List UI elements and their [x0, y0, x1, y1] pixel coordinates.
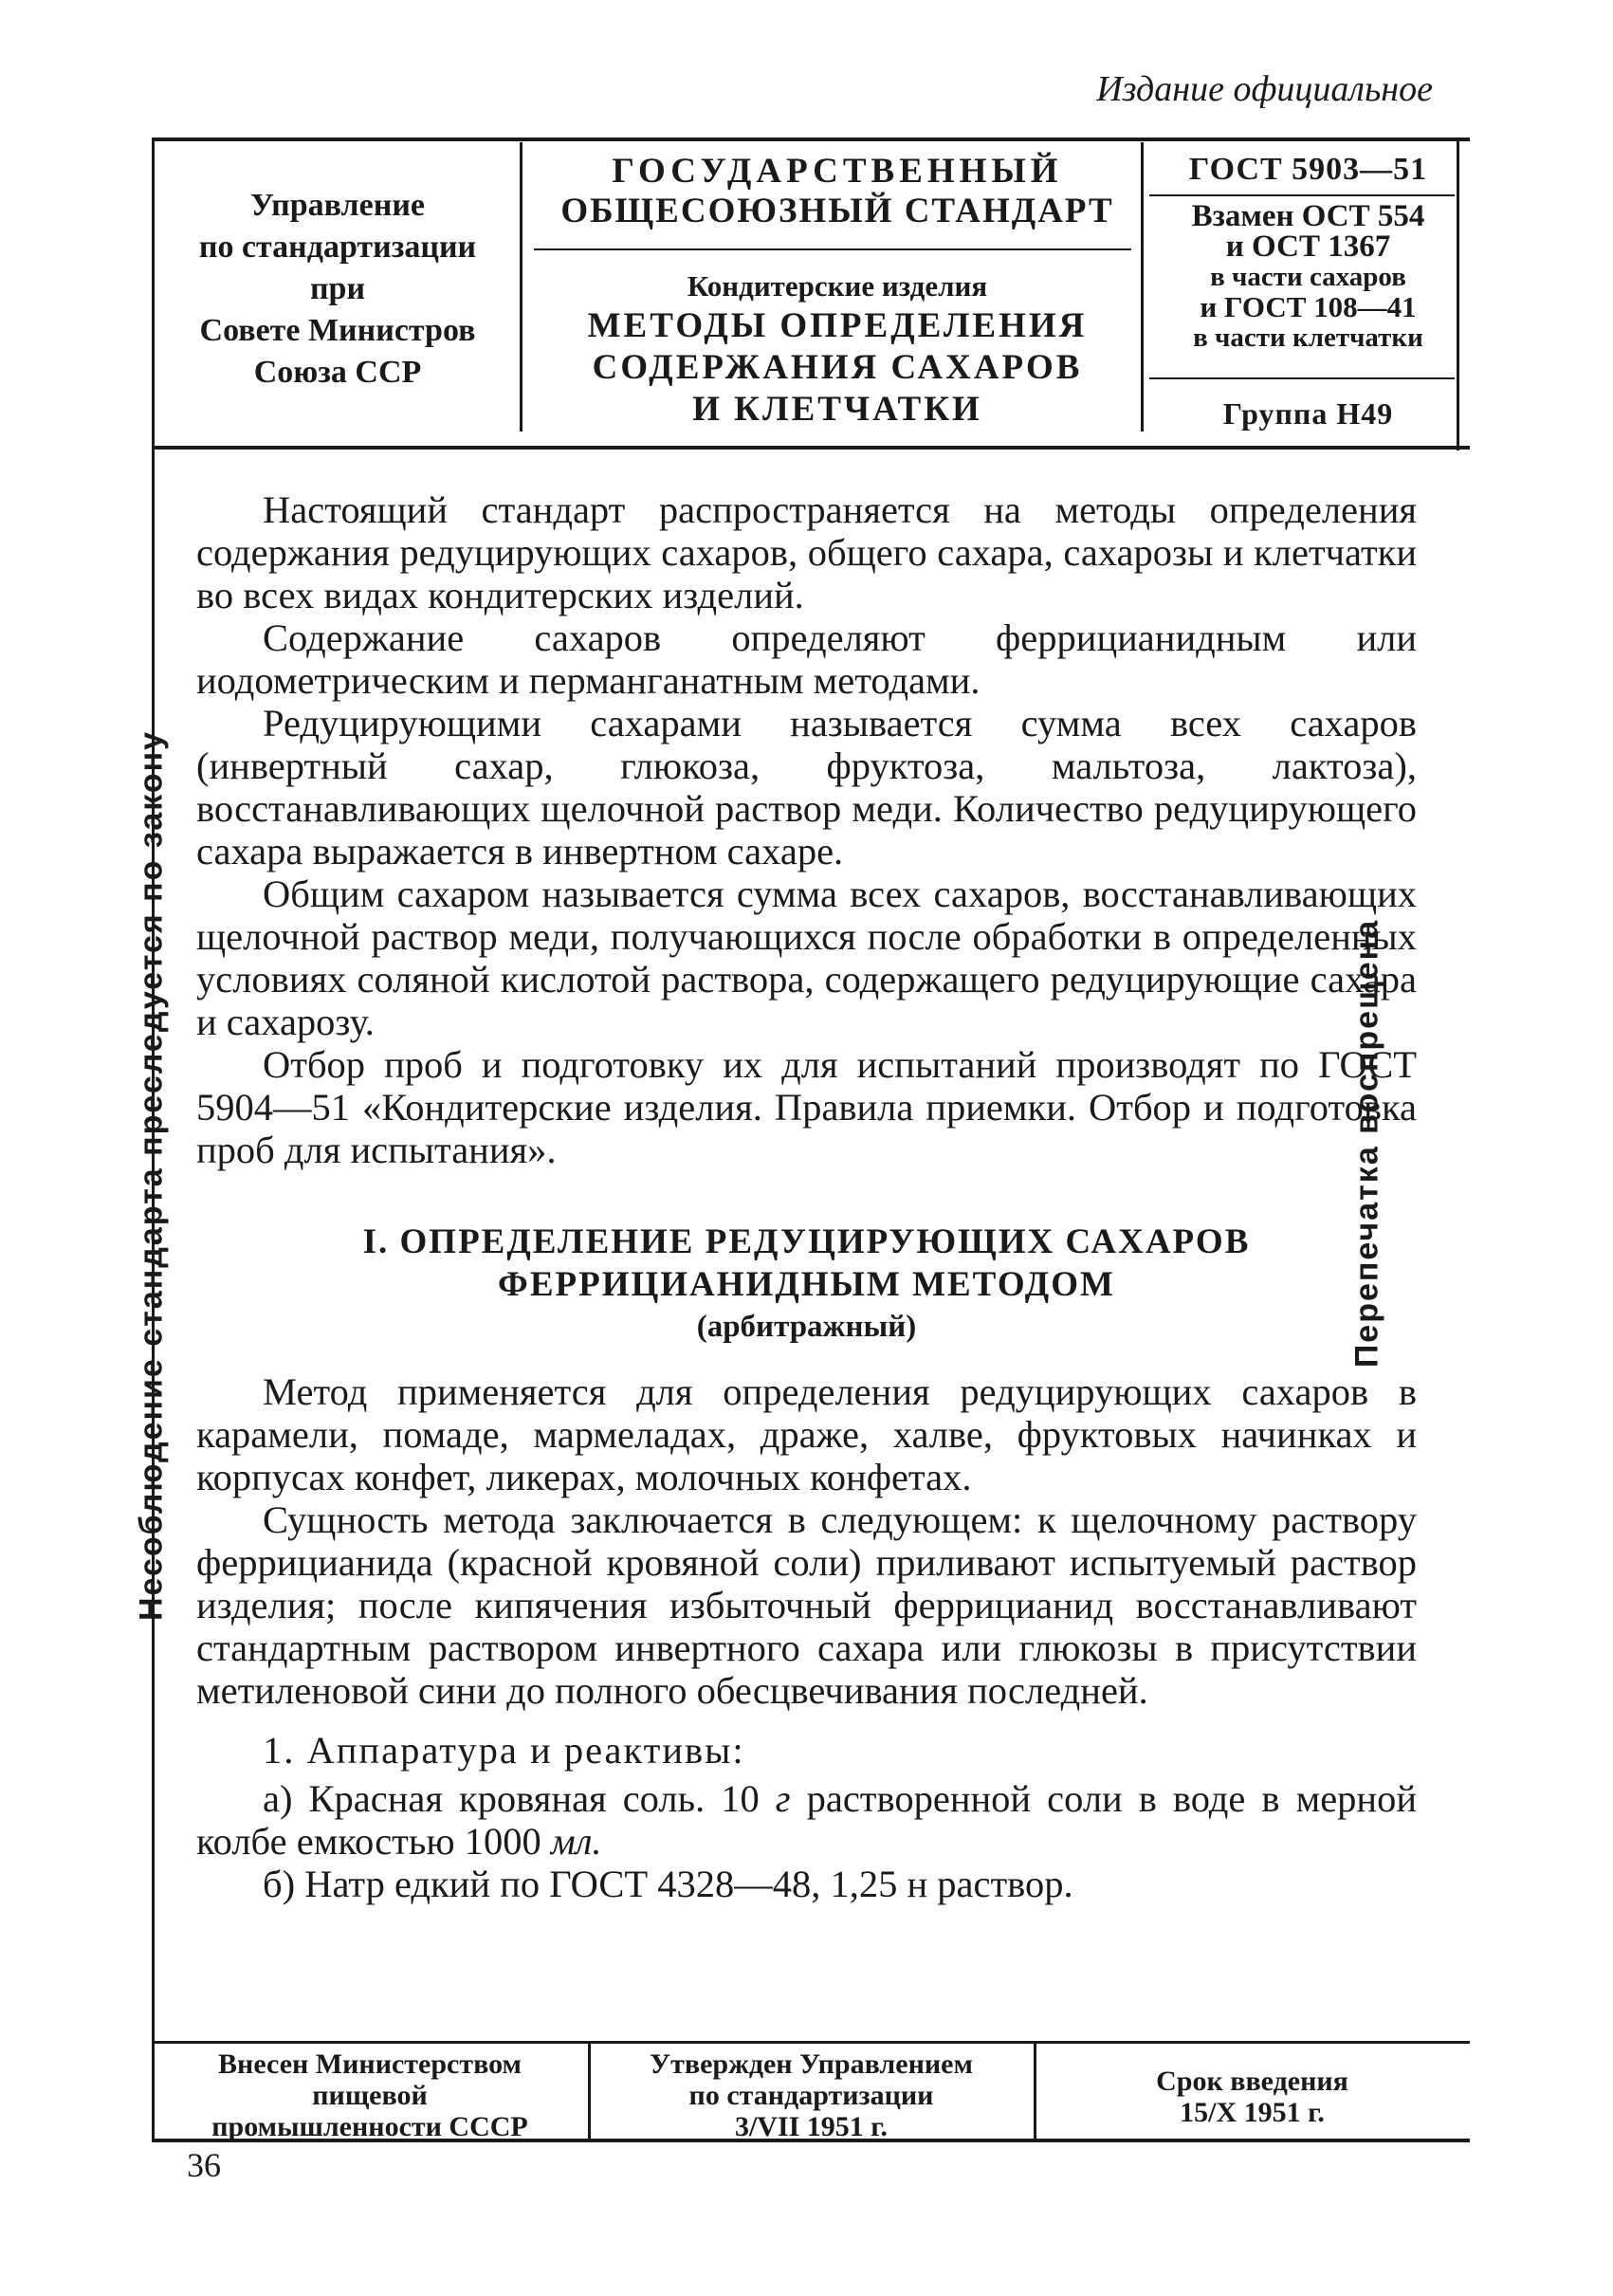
gost-number: ГОСТ 5903—51 — [1188, 152, 1428, 187]
replaces-line: в части сахаров — [1210, 262, 1406, 292]
paragraph: Отбор проб и подготовку их для испытаний производят по ГОСТ 5904—51 «Кондитерские изделия. Правила приемки. Отбор и подготовка проб для испытания». — [196, 1043, 1417, 1171]
paragraph: Настоящий стандарт распространяется на методы определения содержания редуцирующих сахаров, общего сахара, сахарозы и клетчатки во всех видах кондитерских изделий. — [196, 488, 1417, 616]
footer-divider-2 — [1034, 2044, 1036, 2139]
replaces-line: Взамен ОСТ 554 — [1191, 199, 1425, 233]
list-item-text: а) Красная кровяная соль. 10 — [263, 1777, 760, 1820]
list-item: б) Натр едкий по ГОСТ 4328—48, 1,25 н раствор. — [263, 1863, 1073, 1905]
standard-title-line: СОДЕРЖАНИЯ САХАРОВ — [592, 348, 1083, 387]
footer-line: Внесен Министерством — [218, 2048, 522, 2080]
header-bottom-rule — [152, 446, 1470, 450]
replaces-line: и ОСТ 1367 — [1225, 230, 1391, 264]
approved-by — [596, 2048, 1027, 2142]
section-heading — [196, 1221, 1417, 1348]
header-divider-1 — [520, 142, 522, 432]
unit-label: мл. — [550, 1820, 602, 1863]
list-item-text: растворенной соли в воде в мерной колбе емкостью 1000 — [196, 1777, 1418, 1863]
footer-line: 3/VII 1951 г. — [734, 2111, 889, 2142]
page-number: 36 — [187, 2146, 221, 2184]
footer-line: Утвержден Управлением — [650, 2048, 973, 2080]
intro-text — [196, 488, 1417, 1171]
authority-line: при — [309, 271, 366, 306]
footer-line: промышленности СССР — [211, 2111, 528, 2142]
paragraph: Содержание сахаров определяют феррицианидным или иодометрическим и перманганатным методами. — [196, 616, 1417, 702]
paragraph: Общим сахаром называется сумма всех сахаров, восстанавливающих щелочной раствор меди, получающихся после обработки в определенных условиях соляной кислотой раствора, содержащего редуцирующие сахара и сахарозу. — [196, 872, 1417, 1043]
unit-label: г — [775, 1777, 791, 1820]
authority-line: по стандартизации — [198, 230, 477, 265]
standard-type-line1: ГОСУДАРСТВЕННЫЙ — [612, 152, 1063, 191]
footer-line: пищевой — [312, 2080, 428, 2111]
authority-line: Совете Министров — [199, 313, 476, 348]
group-code: Группа Н49 — [1222, 396, 1394, 431]
list-heading: 1. Аппаратура и реактивы: — [263, 1729, 745, 1772]
footer-line: Срок введения — [1156, 2066, 1348, 2097]
side-notice-right: Перепечатка воспрещена — [1348, 918, 1385, 1368]
footer-line: по стандартизации — [688, 2080, 934, 2111]
side-notice-left: Несоблюдение стандарта преследуется по закону — [133, 729, 170, 1622]
replaces-line: и ГОСТ 108—41 — [1200, 290, 1417, 323]
header-top-rule — [152, 138, 1470, 141]
issuing-authority — [167, 185, 508, 394]
authority-line: Союза ССР — [253, 355, 422, 390]
effective-date — [1041, 2066, 1463, 2128]
introduced-by — [161, 2048, 578, 2142]
replaces-block — [1149, 201, 1467, 353]
section-title-line: I. ОПРЕДЕЛЕНИЕ РЕДУЦИРУЮЩИХ САХАРОВ — [362, 1222, 1251, 1261]
standard-subject: Кондитерские изделия — [687, 269, 988, 303]
standard-title-line: МЕТОДЫ ОПРЕДЕЛЕНИЯ — [587, 306, 1088, 345]
footer-line: 15/X 1951 г. — [1180, 2097, 1325, 2128]
header-divider-2 — [1141, 142, 1144, 432]
standard-title-line: И КЛЕТЧАТКИ — [692, 390, 982, 429]
standard-type-line2: ОБЩЕСОЮЗНЫЙ СТАНДАРТ — [560, 192, 1114, 230]
paragraph: Сущность метода заключается в следующем: к щелочному раствору феррицианида (красной кровяной соли) приливают испытуемый раствор изделия; после кипячения избыточный феррицианид восстанавливают стандартным раствором инвертного сахара или глюкозы в присутствии метиленовой сини до полного обесцвечивания последней. — [196, 1498, 1417, 1712]
paragraph: Редуцирующими сахарами называется сумма всех сахаров (инвертный сахар, глюкоза, фруктоза, мальтоза, лактоза), восстанавливающих щелочной раствор меди. Количество редуцирующего сахара выражается в инвертном сахаре. — [196, 702, 1417, 872]
footer-divider-1 — [588, 2044, 591, 2139]
replaces-line: в части клетчатки — [1193, 322, 1423, 353]
paragraph: Метод применяется для определения редуцирующих сахаров в карамели, помаде, мармеладах, драже, халве, фруктовых начинках и корпусах конфет, ликерах, молочных конфетах. — [196, 1370, 1417, 1498]
authority-line: Управление — [249, 188, 425, 223]
edition-label: Издание официальное — [1096, 69, 1433, 109]
standard-title-block — [534, 152, 1141, 431]
header-right-underline-2 — [1149, 377, 1455, 379]
section-title-line: ФЕРРИЦИАНИДНЫМ МЕТОДОМ — [498, 1265, 1115, 1304]
section-body — [196, 1370, 1417, 1905]
list-item — [196, 1777, 1417, 1863]
header-right-underline-1 — [1149, 194, 1455, 196]
section-subtitle: (арбитражный) — [696, 1310, 917, 1344]
footer-top-rule — [152, 2041, 1470, 2044]
